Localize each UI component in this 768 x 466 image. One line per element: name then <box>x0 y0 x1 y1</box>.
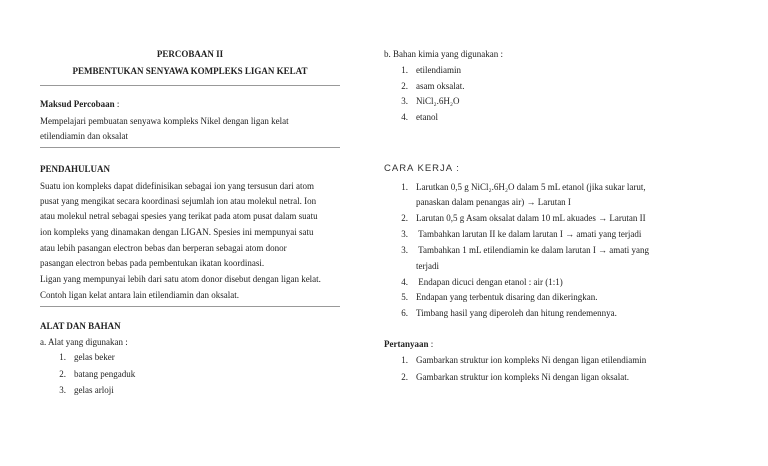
maksud-text-1: Mempelajari pembuatan senyawa kompleks Nikel dengan ligan kelat <box>40 116 289 126</box>
maksud-heading-line <box>40 99 119 109</box>
pendahuluan-line: Suatu ion kompleks dapat didefinisikan sebagai ion yang tersusun dari atom <box>40 181 314 191</box>
cara-step: 4. Endapan dicuci dengan etanol : air (1:1) <box>401 277 563 287</box>
pertanyaan-heading: Pertanyaan <box>384 339 429 349</box>
pendahuluan-divider <box>40 306 340 307</box>
bahan-subheading: b. Bahan kimia yang digunakan : <box>384 49 503 59</box>
cara-step: 5. Endapan yang terbentuk disaring dan dikeringkan. <box>401 292 598 302</box>
list-item: 1. gelas beker <box>59 352 115 362</box>
cara-step: 6. Timbang hasil yang diperoleh dan hitung rendemennya. <box>401 308 617 318</box>
cara-step: 3. Tambahkan larutan II ke dalam larutan I → amati yang terjadi <box>401 229 642 239</box>
pendahuluan-line: atau molekul netral sebagai spesies yang terikat pada atom pusat dalam suatu <box>40 211 318 221</box>
list-item: 2. batang pengaduk <box>59 369 136 379</box>
maksud-heading: Maksud Percobaan <box>40 99 115 109</box>
cara-step: 3. Tambahkan 1 mL etilendiamin ke dalam larutan I → amati yang <box>401 245 650 255</box>
cara-kerja-heading: CARA KERJA : <box>384 163 460 174</box>
pertanyaan-colon: : <box>428 339 434 349</box>
title-divider <box>40 85 340 86</box>
alat-heading: ALAT DAN BAHAN <box>40 321 121 331</box>
list-item: 1. etilendiamin <box>401 65 461 75</box>
maksud-colon: : <box>114 99 120 109</box>
alat-subheading: a. Alat yang digunakan : <box>40 337 128 347</box>
pendahuluan-line: Ligan yang mempunyai lebih dari satu atom donor disebut dengan ligan kelat. <box>40 274 321 284</box>
list-item: 3. NiCl₂.6H₂O <box>401 96 460 106</box>
cara-step: terjadi <box>416 261 439 271</box>
pendahuluan-heading: PENDAHULUAN <box>40 164 111 174</box>
list-item: 1. Gambarkan struktur ion kompleks Ni dengan ligan etilendiamin <box>401 355 647 365</box>
list-item: 2. asam oksalat. <box>401 81 465 91</box>
list-item: 2. Gambarkan struktur ion kompleks Ni dengan ligan oksalat. <box>401 372 629 382</box>
pendahuluan-line: atau lebih pasangan electron bebas dan berperan sebagai atom donor <box>40 243 287 253</box>
maksud-text-2: etilendiamin dan oksalat <box>40 131 128 141</box>
pertanyaan-heading-line <box>384 339 433 349</box>
list-item: 3. gelas arloji <box>59 385 114 395</box>
doc-title: PERCOBAAN II <box>156 49 224 59</box>
maksud-divider <box>40 147 340 148</box>
pendahuluan-line: Contoh ligan kelat antara lain etilendiamin dan oksalat. <box>40 290 239 300</box>
cara-step: panaskan dalam penangas air) → Larutan I <box>416 197 571 207</box>
pendahuluan-line: pasangan electron bebas pada pembentukan ikatan koordinasi. <box>40 258 265 268</box>
cara-step: 2. Larutan 0,5 g Asam oksalat dalam 10 mL akuades → Larutan II <box>401 213 646 223</box>
cara-step: 1. Larutkan 0,5 g NiCl₂.6H₂O dalam 5 mL etanol (jika sukar larut, <box>401 182 646 192</box>
pendahuluan-line: ion kompleks yang dinamakan dengan LIGAN. Spesies ini mempunyai satu <box>40 227 314 237</box>
doc-subtitle: PEMBENTUKAN SENYAWA KOMPLEKS LIGAN KELAT <box>72 66 308 76</box>
list-item: 4. etanol <box>401 112 438 122</box>
pendahuluan-line: pusat yang mengikat secara koordinasi sejumlah ion atau molekul netral. Ion <box>40 196 317 206</box>
